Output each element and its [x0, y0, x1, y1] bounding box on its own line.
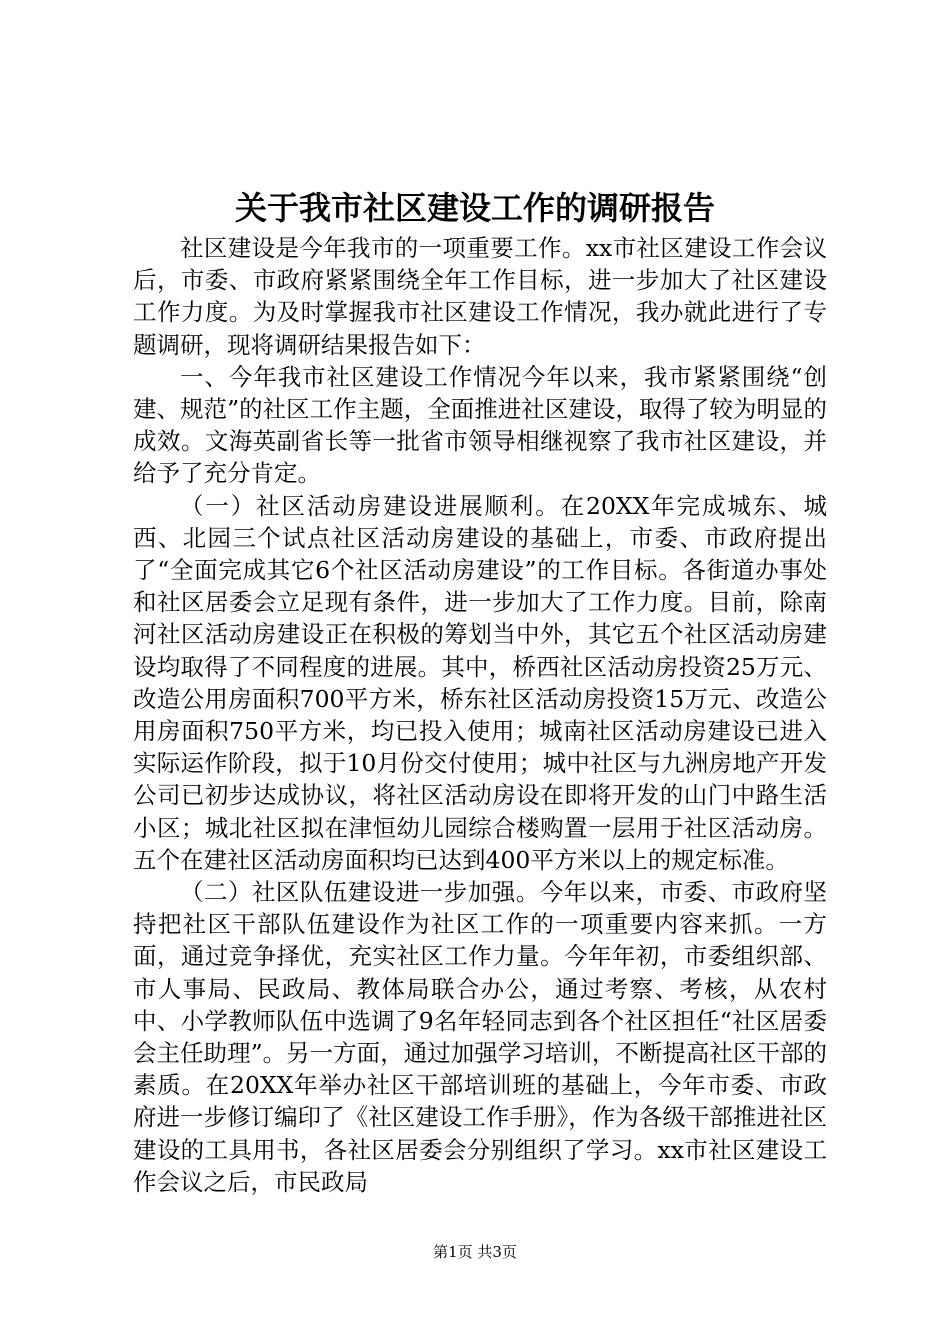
paragraph-subsection-1: （一）社区活动房建设进展顺利。在20XX年完成城东、城西、北园三个试点社区活动房建设的基础上，市委、市政府提出了“全面完成其它6个社区活动房建设”的工作目标。各街道办事处和社区居委会立足现有条件，进一步加大了工作力度。目前，除南河社区活动房建设正在积极的筹划当中外，其它五个社区活动房建设均取得了不同程度的进展。其中，桥西社区活动房投资25万元、改造公用房面积700平方米，桥东社区活动房投资15万元、改造公用房面积750平方米，均已投入使用；城南社区活动房建设已进入实际运作阶段，拟于10月份交付使用；城中社区与九洲房地产开发公司已初步达成协议，将社区活动房设在即将开发的山门中路生活小区；城北社区拟在津恒幼儿园综合楼购置一层用于社区活动房。五个在建社区活动房面积均已达到400平方米以上的规定标准。: [133, 491, 827, 874]
paragraph-intro: 社区建设是今年我市的一项重要工作。xx市社区建设工作会议后，市委、市政府紧紧围绕全年工作目标，进一步加大了社区建设工作力度。为及时掌握我市社区建设工作情况，我办就此进行了专题调研，现将调研结果报告如下：: [133, 234, 827, 359]
document-title: 关于我市社区建设工作的调研报告: [234, 189, 715, 227]
document-body: [133, 232, 827, 1198]
paragraph-section-1: 一、今年我市社区建设工作情况今年以来，我市紧紧围绕“创建、规范”的社区工作主题，全面推进社区建设，取得了较为明显的成效。文海英副省长等一批省市领导相继视察了我市社区建设，并给予了充分肯定。: [133, 362, 827, 488]
page-footer: 第1页 共3页: [433, 1243, 517, 1261]
paragraph-subsection-2: （二）社区队伍建设进一步加强。今年以来，市委、市政府坚持把社区干部队伍建设作为社区工作的一项重要内容来抓。一方面，通过竞争择优，充实社区工作力量。今年年初，市委组织部、市人事局、民政局、教体局联合办公，通过考察、考核，从农村中、小学教师队伍中选调了9名年轻同志到各个社区担任“社区居委会主任助理”。另一方面，通过加强学习培训，不断提高社区干部的素质。在20XX年举办社区干部培训班的基础上，今年市委、市政府进一步修订编印了《社区建设工作手册》，作为各级干部推进社区建设的工具用书，各社区居委会分别组织了学习。xx市社区建设工作会议之后，市民政局: [133, 878, 827, 1196]
